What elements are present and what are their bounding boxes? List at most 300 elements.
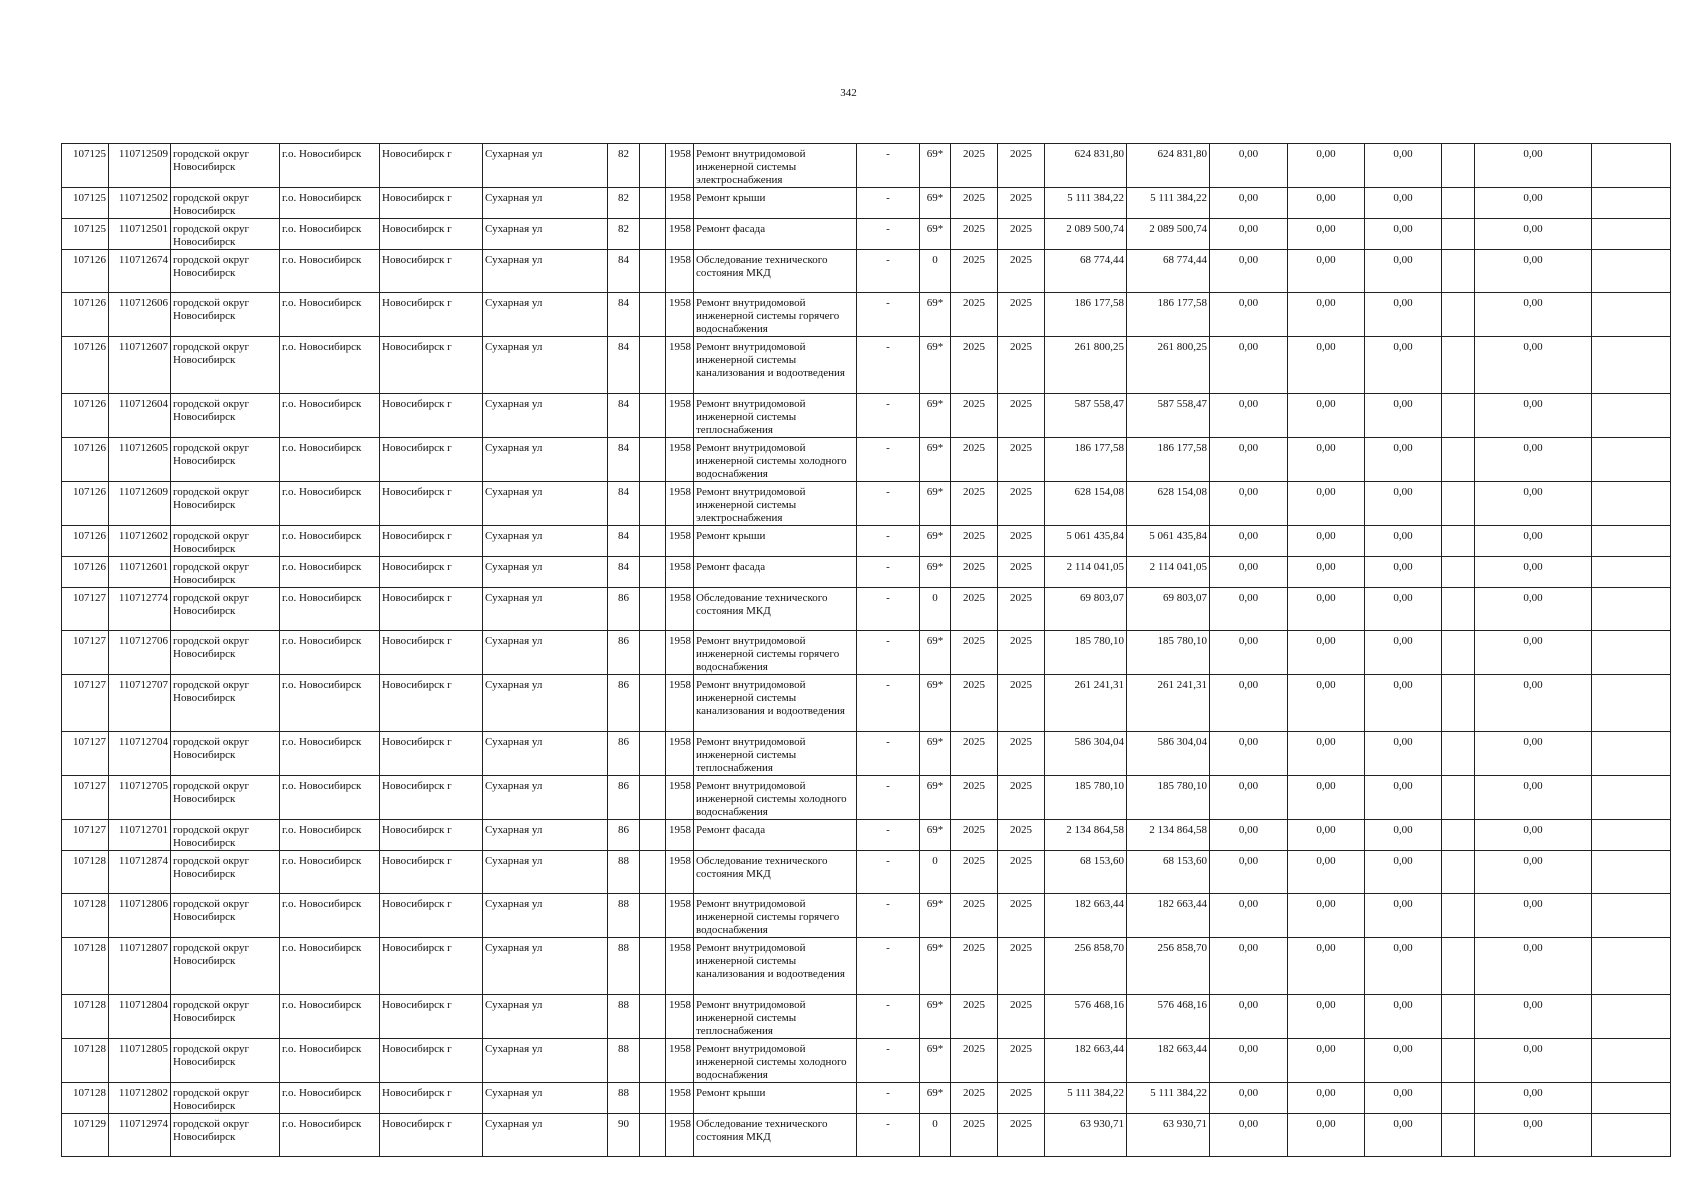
cell-house: 88	[608, 938, 640, 995]
cell-municipality: г.о. Новосибирск	[280, 144, 380, 188]
cell-c5: 0,00	[1475, 438, 1592, 482]
cell-c2: 0,00	[1288, 557, 1365, 588]
cell-year: 1958	[666, 675, 694, 732]
cell-c1: 0,00	[1210, 938, 1288, 995]
cell-street: Сухарная ул	[483, 250, 608, 293]
table-row	[62, 776, 1671, 820]
cell-c1: 0,00	[1210, 394, 1288, 438]
cell-c4	[1442, 851, 1475, 894]
cell-c3: 0,00	[1365, 732, 1442, 776]
cell-sum2: 2 089 500,74	[1127, 219, 1210, 250]
page-number: 342	[840, 87, 857, 99]
cell-wear: 69*	[920, 894, 951, 938]
cell-locality: Новосибирск г	[380, 188, 483, 219]
cell-c6	[1592, 482, 1671, 526]
cell-street: Сухарная ул	[483, 526, 608, 557]
cell-wear: 69*	[920, 675, 951, 732]
cell-wear: 0	[920, 1114, 951, 1157]
cell-building	[640, 995, 666, 1039]
cell-sum1: 624 831,80	[1045, 144, 1127, 188]
cell-locality: Новосибирск г	[380, 1039, 483, 1083]
cell-building	[640, 820, 666, 851]
cell-y1: 2025	[951, 995, 998, 1039]
cell-code: 110712807	[109, 938, 171, 995]
cell-district: городской округ Новосибирск	[171, 438, 280, 482]
cell-district: городской округ Новосибирск	[171, 526, 280, 557]
cell-work: Ремонт фасада	[694, 820, 857, 851]
cell-municipality: г.о. Новосибирск	[280, 1114, 380, 1157]
cell-year: 1958	[666, 776, 694, 820]
cell-c5: 0,00	[1475, 250, 1592, 293]
cell-c2: 0,00	[1288, 894, 1365, 938]
cell-municipality: г.о. Новосибирск	[280, 250, 380, 293]
cell-c6	[1592, 1039, 1671, 1083]
cell-wear: 0	[920, 851, 951, 894]
cell-c3: 0,00	[1365, 1114, 1442, 1157]
cell-y1: 2025	[951, 1114, 998, 1157]
cell-code: 110712704	[109, 732, 171, 776]
cell-district: городской округ Новосибирск	[171, 337, 280, 394]
table-row	[62, 1083, 1671, 1114]
cell-y1: 2025	[951, 438, 998, 482]
cell-wear: 69*	[920, 557, 951, 588]
cell-code: 110712509	[109, 144, 171, 188]
cell-c1: 0,00	[1210, 820, 1288, 851]
cell-c2: 0,00	[1288, 1114, 1365, 1157]
cell-wear: 69*	[920, 732, 951, 776]
cell-y1: 2025	[951, 820, 998, 851]
cell-district: городской округ Новосибирск	[171, 631, 280, 675]
cell-house: 88	[608, 1083, 640, 1114]
cell-wear: 69*	[920, 995, 951, 1039]
table-row	[62, 995, 1671, 1039]
cell-municipality: г.о. Новосибирск	[280, 894, 380, 938]
cell-c4	[1442, 188, 1475, 219]
cell-work: Ремонт внутридомовой инженерной системы горячего водоснабжения	[694, 631, 857, 675]
cell-street: Сухарная ул	[483, 851, 608, 894]
cell-y1: 2025	[951, 293, 998, 337]
table-row	[62, 482, 1671, 526]
cell-id: 107127	[62, 588, 109, 631]
cell-municipality: г.о. Новосибирск	[280, 438, 380, 482]
table-row	[62, 851, 1671, 894]
cell-street: Сухарная ул	[483, 1083, 608, 1114]
cell-locality: Новосибирск г	[380, 851, 483, 894]
cell-house: 86	[608, 776, 640, 820]
cell-wear: 69*	[920, 776, 951, 820]
cell-district: городской округ Новосибирск	[171, 732, 280, 776]
cell-district: городской округ Новосибирск	[171, 394, 280, 438]
cell-municipality: г.о. Новосибирск	[280, 394, 380, 438]
cell-locality: Новосибирск г	[380, 588, 483, 631]
cell-house: 86	[608, 732, 640, 776]
cell-municipality: г.о. Новосибирск	[280, 337, 380, 394]
cell-sum2: 586 304,04	[1127, 732, 1210, 776]
cell-work: Ремонт внутридомовой инженерной системы электроснабжения	[694, 144, 857, 188]
cell-dash: -	[857, 188, 920, 219]
cell-sum2: 628 154,08	[1127, 482, 1210, 526]
cell-c1: 0,00	[1210, 631, 1288, 675]
cell-locality: Новосибирск г	[380, 337, 483, 394]
cell-id: 107126	[62, 394, 109, 438]
cell-municipality: г.о. Новосибирск	[280, 588, 380, 631]
cell-c6	[1592, 776, 1671, 820]
cell-sum2: 186 177,58	[1127, 438, 1210, 482]
cell-dash: -	[857, 482, 920, 526]
cell-district: городской округ Новосибирск	[171, 188, 280, 219]
cell-house: 88	[608, 894, 640, 938]
cell-c5: 0,00	[1475, 144, 1592, 188]
cell-code: 110712707	[109, 675, 171, 732]
cell-c5: 0,00	[1475, 1039, 1592, 1083]
cell-municipality: г.о. Новосибирск	[280, 188, 380, 219]
cell-wear: 69*	[920, 144, 951, 188]
cell-street: Сухарная ул	[483, 938, 608, 995]
cell-sum1: 587 558,47	[1045, 394, 1127, 438]
cell-c4	[1442, 144, 1475, 188]
cell-c3: 0,00	[1365, 144, 1442, 188]
cell-c3: 0,00	[1365, 293, 1442, 337]
cell-street: Сухарная ул	[483, 557, 608, 588]
cell-c1: 0,00	[1210, 776, 1288, 820]
cell-street: Сухарная ул	[483, 394, 608, 438]
cell-code: 110712874	[109, 851, 171, 894]
cell-year: 1958	[666, 938, 694, 995]
cell-sum1: 185 780,10	[1045, 631, 1127, 675]
cell-year: 1958	[666, 631, 694, 675]
cell-locality: Новосибирск г	[380, 293, 483, 337]
cell-c4	[1442, 588, 1475, 631]
table-row	[62, 732, 1671, 776]
cell-c3: 0,00	[1365, 995, 1442, 1039]
cell-building	[640, 188, 666, 219]
cell-y1: 2025	[951, 394, 998, 438]
cell-sum2: 69 803,07	[1127, 588, 1210, 631]
cell-id: 107125	[62, 188, 109, 219]
cell-dash: -	[857, 557, 920, 588]
table-row	[62, 938, 1671, 995]
cell-code: 110712705	[109, 776, 171, 820]
cell-code: 110712502	[109, 188, 171, 219]
cell-sum2: 261 241,31	[1127, 675, 1210, 732]
cell-street: Сухарная ул	[483, 337, 608, 394]
cell-work: Ремонт внутридомовой инженерной системы канализования и водоотведения	[694, 675, 857, 732]
cell-y2: 2025	[998, 250, 1045, 293]
cell-house: 88	[608, 851, 640, 894]
cell-c2: 0,00	[1288, 732, 1365, 776]
cell-street: Сухарная ул	[483, 1114, 608, 1157]
cell-sum1: 261 800,25	[1045, 337, 1127, 394]
cell-street: Сухарная ул	[483, 293, 608, 337]
cell-code: 110712806	[109, 894, 171, 938]
cell-c3: 0,00	[1365, 394, 1442, 438]
cell-y1: 2025	[951, 337, 998, 394]
cell-y1: 2025	[951, 588, 998, 631]
cell-c6	[1592, 394, 1671, 438]
cell-y1: 2025	[951, 1083, 998, 1114]
cell-municipality: г.о. Новосибирск	[280, 1083, 380, 1114]
cell-sum2: 186 177,58	[1127, 293, 1210, 337]
cell-municipality: г.о. Новосибирск	[280, 938, 380, 995]
cell-district: городской округ Новосибирск	[171, 144, 280, 188]
cell-c4	[1442, 557, 1475, 588]
cell-municipality: г.о. Новосибирск	[280, 1039, 380, 1083]
cell-house: 84	[608, 394, 640, 438]
cell-sum1: 5 111 384,22	[1045, 1083, 1127, 1114]
table-row	[62, 557, 1671, 588]
cell-c3: 0,00	[1365, 938, 1442, 995]
cell-sum2: 5 061 435,84	[1127, 526, 1210, 557]
cell-dash: -	[857, 776, 920, 820]
cell-c2: 0,00	[1288, 995, 1365, 1039]
cell-municipality: г.о. Новосибирск	[280, 732, 380, 776]
cell-y1: 2025	[951, 776, 998, 820]
cell-sum2: 587 558,47	[1127, 394, 1210, 438]
cell-locality: Новосибирск г	[380, 938, 483, 995]
cell-work: Ремонт крыши	[694, 1083, 857, 1114]
cell-c2: 0,00	[1288, 776, 1365, 820]
cell-id: 107125	[62, 144, 109, 188]
cell-building	[640, 938, 666, 995]
cell-id: 107127	[62, 776, 109, 820]
cell-locality: Новосибирск г	[380, 219, 483, 250]
cell-c2: 0,00	[1288, 219, 1365, 250]
cell-y2: 2025	[998, 820, 1045, 851]
cell-c1: 0,00	[1210, 588, 1288, 631]
cell-dash: -	[857, 851, 920, 894]
cell-year: 1958	[666, 219, 694, 250]
cell-sum1: 186 177,58	[1045, 438, 1127, 482]
cell-locality: Новосибирск г	[380, 394, 483, 438]
table-row	[62, 144, 1671, 188]
cell-y1: 2025	[951, 250, 998, 293]
cell-work: Ремонт крыши	[694, 526, 857, 557]
cell-y2: 2025	[998, 776, 1045, 820]
cell-c4	[1442, 1114, 1475, 1157]
cell-year: 1958	[666, 1083, 694, 1114]
cell-street: Сухарная ул	[483, 219, 608, 250]
cell-district: городской округ Новосибирск	[171, 776, 280, 820]
cell-c1: 0,00	[1210, 219, 1288, 250]
cell-c5: 0,00	[1475, 1083, 1592, 1114]
cell-house: 82	[608, 188, 640, 219]
cell-c1: 0,00	[1210, 144, 1288, 188]
cell-wear: 69*	[920, 1083, 951, 1114]
cell-c5: 0,00	[1475, 820, 1592, 851]
cell-building	[640, 394, 666, 438]
cell-c2: 0,00	[1288, 188, 1365, 219]
cell-code: 110712607	[109, 337, 171, 394]
cell-work: Обследование технического состояния МКД	[694, 851, 857, 894]
cell-municipality: г.о. Новосибирск	[280, 776, 380, 820]
cell-c3: 0,00	[1365, 250, 1442, 293]
cell-sum2: 256 858,70	[1127, 938, 1210, 995]
cell-c3: 0,00	[1365, 1039, 1442, 1083]
cell-c3: 0,00	[1365, 1083, 1442, 1114]
cell-c5: 0,00	[1475, 995, 1592, 1039]
cell-wear: 0	[920, 588, 951, 631]
cell-year: 1958	[666, 482, 694, 526]
cell-sum2: 261 800,25	[1127, 337, 1210, 394]
cell-code: 110712701	[109, 820, 171, 851]
cell-y2: 2025	[998, 1114, 1045, 1157]
table-row	[62, 894, 1671, 938]
cell-locality: Новосибирск г	[380, 526, 483, 557]
cell-code: 110712609	[109, 482, 171, 526]
cell-locality: Новосибирск г	[380, 1083, 483, 1114]
cell-house: 86	[608, 631, 640, 675]
cell-locality: Новосибирск г	[380, 557, 483, 588]
cell-sum2: 624 831,80	[1127, 144, 1210, 188]
cell-c6	[1592, 293, 1671, 337]
cell-house: 84	[608, 526, 640, 557]
cell-dash: -	[857, 250, 920, 293]
cell-street: Сухарная ул	[483, 675, 608, 732]
cell-dash: -	[857, 438, 920, 482]
cell-c6	[1592, 1083, 1671, 1114]
cell-c6	[1592, 732, 1671, 776]
cell-house: 84	[608, 337, 640, 394]
cell-work: Ремонт внутридомовой инженерной системы холодного водоснабжения	[694, 1039, 857, 1083]
cell-locality: Новосибирск г	[380, 894, 483, 938]
cell-locality: Новосибирск г	[380, 482, 483, 526]
cell-c2: 0,00	[1288, 250, 1365, 293]
table-row	[62, 1114, 1671, 1157]
cell-c4	[1442, 938, 1475, 995]
cell-y2: 2025	[998, 631, 1045, 675]
cell-dash: -	[857, 526, 920, 557]
cell-c6	[1592, 144, 1671, 188]
cell-sum1: 68 774,44	[1045, 250, 1127, 293]
cell-work: Ремонт внутридомовой инженерной системы канализования и водоотведения	[694, 337, 857, 394]
cell-house: 84	[608, 293, 640, 337]
cell-c6	[1592, 938, 1671, 995]
cell-municipality: г.о. Новосибирск	[280, 820, 380, 851]
cell-locality: Новосибирск г	[380, 675, 483, 732]
cell-c3: 0,00	[1365, 337, 1442, 394]
cell-c6	[1592, 588, 1671, 631]
cell-c6	[1592, 631, 1671, 675]
cell-building	[640, 1114, 666, 1157]
cell-id: 107126	[62, 557, 109, 588]
cell-district: городской округ Новосибирск	[171, 938, 280, 995]
cell-y2: 2025	[998, 293, 1045, 337]
cell-district: городской округ Новосибирск	[171, 293, 280, 337]
cell-district: городской округ Новосибирск	[171, 1039, 280, 1083]
cell-dash: -	[857, 293, 920, 337]
cell-building	[640, 1083, 666, 1114]
cell-sum1: 2 089 500,74	[1045, 219, 1127, 250]
cell-c1: 0,00	[1210, 995, 1288, 1039]
cell-sum2: 5 111 384,22	[1127, 1083, 1210, 1114]
cell-c4	[1442, 894, 1475, 938]
cell-c6	[1592, 188, 1671, 219]
cell-y2: 2025	[998, 732, 1045, 776]
cell-building	[640, 337, 666, 394]
cell-street: Сухарная ул	[483, 144, 608, 188]
cell-work: Обследование технического состояния МКД	[694, 1114, 857, 1157]
cell-dash: -	[857, 394, 920, 438]
cell-c6	[1592, 219, 1671, 250]
cell-y2: 2025	[998, 526, 1045, 557]
cell-house: 88	[608, 995, 640, 1039]
repair-schedule-table	[61, 143, 1671, 1157]
cell-id: 107128	[62, 894, 109, 938]
cell-sum1: 2 114 041,05	[1045, 557, 1127, 588]
cell-year: 1958	[666, 1039, 694, 1083]
cell-dash: -	[857, 1114, 920, 1157]
cell-work: Обследование технического состояния МКД	[694, 250, 857, 293]
cell-id: 107127	[62, 732, 109, 776]
cell-code: 110712606	[109, 293, 171, 337]
cell-y2: 2025	[998, 1039, 1045, 1083]
cell-c6	[1592, 1114, 1671, 1157]
cell-c2: 0,00	[1288, 526, 1365, 557]
cell-c1: 0,00	[1210, 675, 1288, 732]
cell-sum2: 2 134 864,58	[1127, 820, 1210, 851]
cell-c3: 0,00	[1365, 219, 1442, 250]
cell-sum1: 68 153,60	[1045, 851, 1127, 894]
cell-year: 1958	[666, 250, 694, 293]
cell-house: 84	[608, 250, 640, 293]
cell-municipality: г.о. Новосибирск	[280, 851, 380, 894]
cell-code: 110712974	[109, 1114, 171, 1157]
cell-c2: 0,00	[1288, 144, 1365, 188]
cell-dash: -	[857, 995, 920, 1039]
cell-c4	[1442, 482, 1475, 526]
cell-c2: 0,00	[1288, 1083, 1365, 1114]
cell-building	[640, 482, 666, 526]
cell-c4	[1442, 995, 1475, 1039]
cell-y2: 2025	[998, 851, 1045, 894]
cell-y2: 2025	[998, 1083, 1045, 1114]
table-row	[62, 526, 1671, 557]
cell-c5: 0,00	[1475, 776, 1592, 820]
cell-year: 1958	[666, 526, 694, 557]
cell-year: 1958	[666, 188, 694, 219]
cell-y1: 2025	[951, 894, 998, 938]
cell-street: Сухарная ул	[483, 631, 608, 675]
cell-c6	[1592, 526, 1671, 557]
cell-y1: 2025	[951, 144, 998, 188]
cell-sum2: 185 780,10	[1127, 631, 1210, 675]
cell-c5: 0,00	[1475, 394, 1592, 438]
cell-id: 107128	[62, 851, 109, 894]
cell-id: 107129	[62, 1114, 109, 1157]
cell-building	[640, 1039, 666, 1083]
cell-y2: 2025	[998, 337, 1045, 394]
cell-c2: 0,00	[1288, 482, 1365, 526]
cell-c1: 0,00	[1210, 557, 1288, 588]
cell-wear: 69*	[920, 631, 951, 675]
cell-year: 1958	[666, 1114, 694, 1157]
cell-code: 110712802	[109, 1083, 171, 1114]
cell-sum1: 628 154,08	[1045, 482, 1127, 526]
cell-y1: 2025	[951, 482, 998, 526]
cell-dash: -	[857, 820, 920, 851]
cell-locality: Новосибирск г	[380, 144, 483, 188]
cell-locality: Новосибирск г	[380, 438, 483, 482]
cell-c6	[1592, 851, 1671, 894]
cell-sum2: 68 153,60	[1127, 851, 1210, 894]
cell-c5: 0,00	[1475, 526, 1592, 557]
cell-id: 107128	[62, 938, 109, 995]
cell-dash: -	[857, 337, 920, 394]
cell-sum2: 576 468,16	[1127, 995, 1210, 1039]
cell-code: 110712605	[109, 438, 171, 482]
cell-district: городской округ Новосибирск	[171, 588, 280, 631]
cell-c1: 0,00	[1210, 250, 1288, 293]
